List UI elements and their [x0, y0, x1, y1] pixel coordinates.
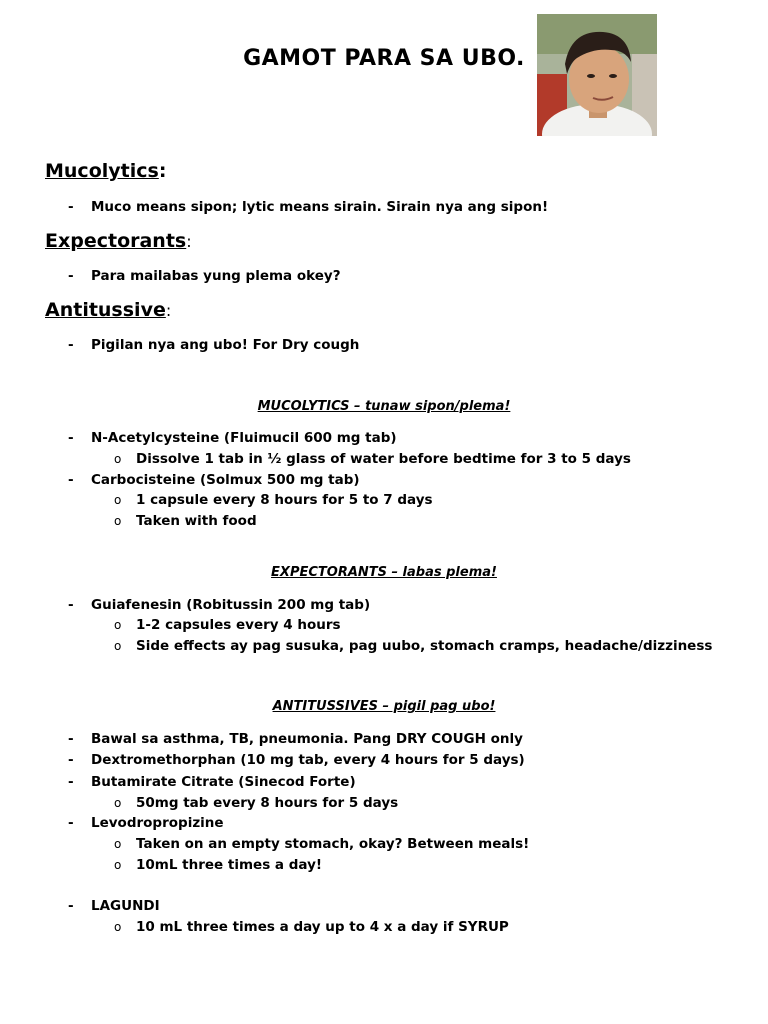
- dash-bullet: -: [68, 337, 74, 353]
- dash-bullet: -: [68, 597, 74, 613]
- sub-list-item-text: 1 capsule every 8 hours for 5 to 7 days: [136, 492, 433, 508]
- circle-bullet: o: [114, 858, 122, 872]
- dash-bullet: -: [68, 731, 74, 747]
- portrait-photo: [537, 14, 657, 136]
- sub-list-item: [0, 917, 768, 938]
- dash-bullet: -: [68, 898, 74, 914]
- list-item-text: Guiafenesin (Robitussin 200 mg tab): [91, 597, 371, 613]
- list-item-text: Levodropropizine: [91, 815, 224, 831]
- sub-list-item-text: 50mg tab every 8 hours for 5 days: [136, 795, 399, 811]
- sub-list-item-text: Taken on an empty stomach, okay? Between meals!: [136, 836, 530, 852]
- list-item-text: Pigilan nya ang ubo! For Dry cough: [91, 337, 360, 353]
- sub-list-item: [0, 490, 768, 511]
- list-item: [0, 750, 768, 771]
- list-item-text: Muco means sipon; lytic means sirain. Sirain nya ang sipon!: [91, 199, 549, 215]
- circle-bullet: o: [114, 796, 122, 810]
- dash-bullet: -: [68, 774, 74, 790]
- list-item-text: Bawal sa asthma, TB, pneumonia. Pang DRY COUGH only: [91, 731, 523, 747]
- list-item: [0, 470, 768, 491]
- dash-bullet: -: [68, 472, 74, 488]
- intro-heading-colon: :: [158, 160, 167, 182]
- intro-heading-antitussive: [45, 299, 171, 321]
- dash-bullet: -: [68, 199, 74, 215]
- section-heading-expectorants: EXPECTORANTS – labas plema!: [271, 565, 497, 580]
- list-item: [0, 428, 768, 449]
- dash-bullet: -: [68, 268, 74, 284]
- list-item: [0, 813, 768, 834]
- sub-list-item: [0, 855, 768, 876]
- list-item-text: Butamirate Citrate (Sinecod Forte): [91, 774, 356, 790]
- circle-bullet: o: [114, 639, 122, 653]
- sub-list-item: [0, 511, 768, 532]
- intro-heading-mucolytics: [45, 160, 166, 182]
- portrait-photo-image: [537, 14, 657, 136]
- sub-list-item: [0, 615, 768, 636]
- circle-bullet: o: [114, 618, 122, 632]
- intro-heading-colon: :: [186, 232, 192, 251]
- list-item: [0, 335, 768, 356]
- list-item: [0, 595, 768, 616]
- list-item-text: Dextromethorphan (10 mg tab, every 4 hours for 5 days): [91, 752, 525, 768]
- sub-list-item-text: Side effects ay pag susuka, pag uubo, stomach cramps, headache/dizziness: [136, 638, 713, 654]
- list-item: [0, 729, 768, 750]
- list-item-text: Carbocisteine (Solmux 500 mg tab): [91, 472, 360, 488]
- circle-bullet: o: [114, 837, 122, 851]
- dash-bullet: -: [68, 752, 74, 768]
- sub-list-item-text: Dissolve 1 tab in ½ glass of water before bedtime for 3 to 5 days: [136, 451, 631, 467]
- document-title: GAMOT PARA SA UBO.: [243, 46, 525, 71]
- sub-list-item: [0, 636, 768, 657]
- list-item-text: Para mailabas yung plema okey?: [91, 268, 341, 284]
- circle-bullet: o: [114, 514, 122, 528]
- circle-bullet: o: [114, 920, 122, 934]
- list-item: [0, 896, 768, 917]
- sub-list-item: [0, 449, 768, 470]
- sub-list-item: [0, 834, 768, 855]
- intro-heading-label: Expectorants: [45, 230, 187, 252]
- intro-heading-label: Mucolytics: [45, 160, 159, 182]
- intro-heading-label: Antitussive: [45, 299, 166, 321]
- dash-bullet: -: [68, 815, 74, 831]
- sub-list-item: [0, 793, 768, 814]
- circle-bullet: o: [114, 493, 122, 507]
- intro-heading-colon: :: [165, 301, 172, 320]
- section-heading-antitussives: ANTITUSSIVES – pigil pag ubo!: [272, 699, 496, 714]
- dash-bullet: -: [68, 430, 74, 446]
- circle-bullet: o: [114, 452, 122, 466]
- list-item-text: N-Acetylcysteine (Fluimucil 600 mg tab): [91, 430, 397, 446]
- sub-list-item-text: Taken with food: [136, 513, 257, 529]
- sub-list-item-text: 10mL three times a day!: [136, 857, 323, 873]
- intro-heading-expectorants: [45, 230, 192, 252]
- sub-list-item-text: 1-2 capsules every 4 hours: [136, 617, 341, 633]
- list-item: [0, 266, 768, 287]
- section-heading-mucolytics: MUCOLYTICS – tunaw sipon/plema!: [257, 399, 511, 414]
- list-item: [0, 772, 768, 793]
- list-item-text: LAGUNDI: [91, 898, 160, 914]
- list-item: [0, 197, 768, 218]
- sub-list-item-text: 10 mL three times a day up to 4 x a day if SYRUP: [136, 919, 509, 935]
